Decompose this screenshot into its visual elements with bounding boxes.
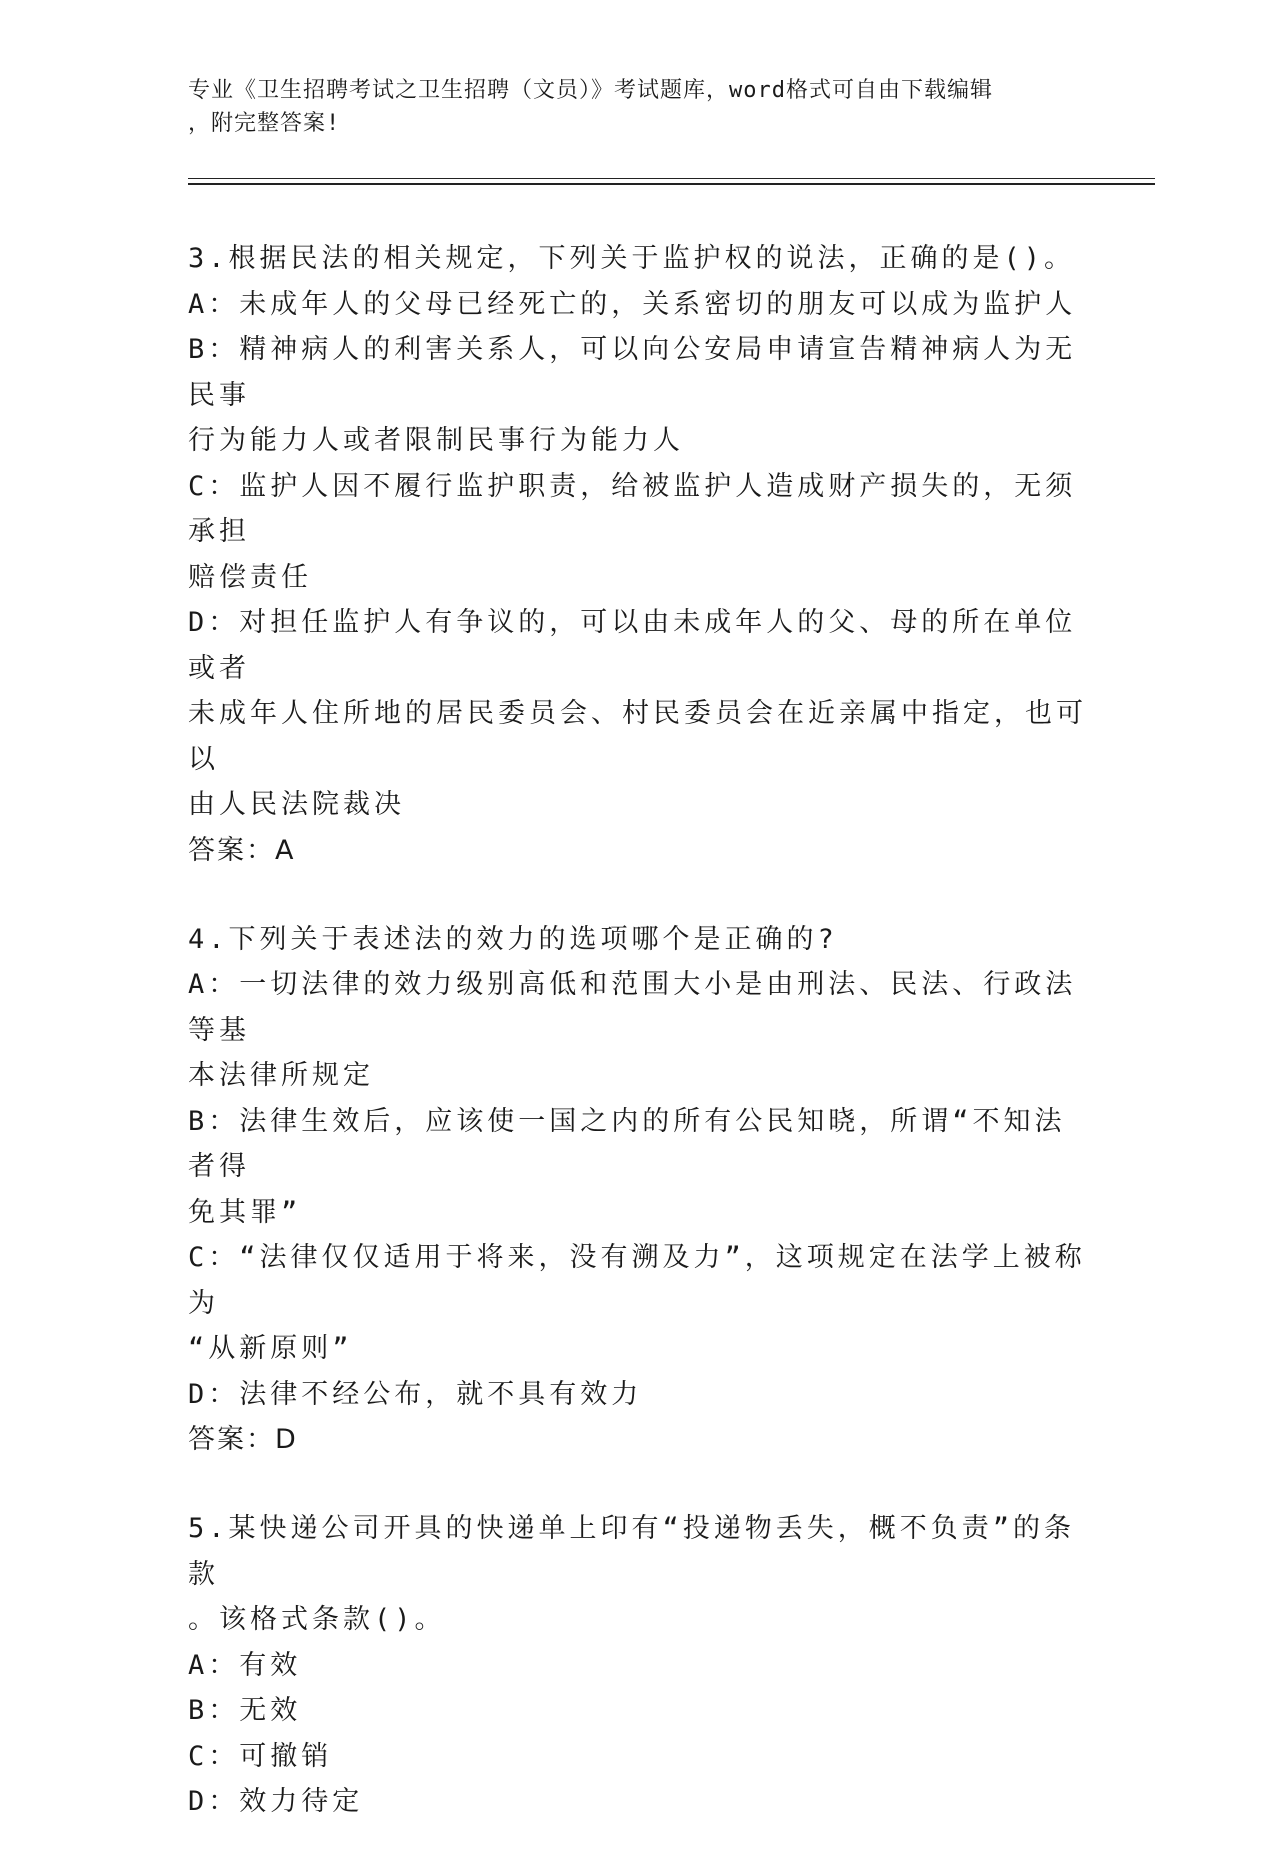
question-4-option-a: A：一切法律的效力级别高低和范围大小是由刑法、民法、行政法等基: [188, 969, 1077, 1046]
question-5-option-c: C：可撤销: [188, 1740, 333, 1772]
question-5-option-b: B：无效: [188, 1695, 302, 1726]
question-4-option-c: C：“法律仅仅适用于将来，没有溯及力”，这项规定在法学上被称为: [188, 1242, 1086, 1319]
question-5-option-a: A：有效: [188, 1649, 302, 1681]
question-4-option-b-cont: 免其罪”: [188, 1196, 302, 1228]
question-3-option-d-cont-1: 未成年人住所地的居民委员会、村民委员会在近亲属中指定，也可以: [188, 698, 1087, 775]
question-3-option-c: C：监护人因不履行监护职责，给被监护人造成财产损失的，无须承担: [188, 470, 1077, 547]
question-3-option-b-cont: 行为能力人或者限制民事行为能力人: [188, 425, 684, 456]
question-5: [188, 1506, 1088, 1825]
question-4-stem: 4.下列关于表述法的效力的选项哪个是正确的?: [188, 923, 838, 955]
question-3-stem: 3.根据民法的相关规定，下列关于监护权的说法，正确的是()。: [188, 243, 1076, 274]
question-5-option-d: D：效力待定: [188, 1786, 364, 1817]
header-divider-thin: [188, 178, 1155, 179]
question-4: [188, 917, 1088, 1464]
question-4-option-b: B：法律生效后，应该使一国之内的所有公民知晓，所谓“不知法者得: [188, 1105, 1066, 1182]
question-3-option-a: A：未成年人的父母已经死亡的，关系密切的朋友可以成为监护人: [188, 288, 1077, 320]
question-4-option-c-cont: “从新原则”: [188, 1333, 353, 1364]
question-5-stem: 5.某快递公司开具的快递单上印有“投递物丢失，概不负责”的条款: [188, 1513, 1076, 1590]
document-header: [188, 74, 1078, 140]
header-title-line-1: 专业《卫生招聘考试之卫生招聘（文员）》考试题库，word格式可自由下载编辑: [188, 78, 993, 103]
question-3-option-c-cont: 赔偿责任: [188, 561, 312, 593]
question-3-answer: 答案：A: [188, 834, 296, 866]
question-5-stem-cont: 。该格式条款()。: [188, 1604, 446, 1635]
question-list: [188, 236, 1088, 1868]
question-4-option-d: D：法律不经公布，就不具有效力: [188, 1378, 643, 1410]
question-3-option-b: B：精神病人的利害关系人，可以向公安局申请宣告精神病人为无民事: [188, 334, 1077, 411]
header-title-line-2: ，附完整答案!: [188, 111, 341, 136]
question-3-option-d-cont-2: 由人民法院裁决: [188, 789, 405, 820]
question-3-option-d: D：对担任监护人有争议的，可以由未成年人的父、母的所在单位或者: [188, 607, 1077, 684]
question-4-answer: 答案：D: [188, 1424, 298, 1455]
question-3: [188, 236, 1088, 874]
question-4-option-a-cont: 本法律所规定: [188, 1060, 374, 1091]
header-divider-thick: [188, 183, 1155, 185]
